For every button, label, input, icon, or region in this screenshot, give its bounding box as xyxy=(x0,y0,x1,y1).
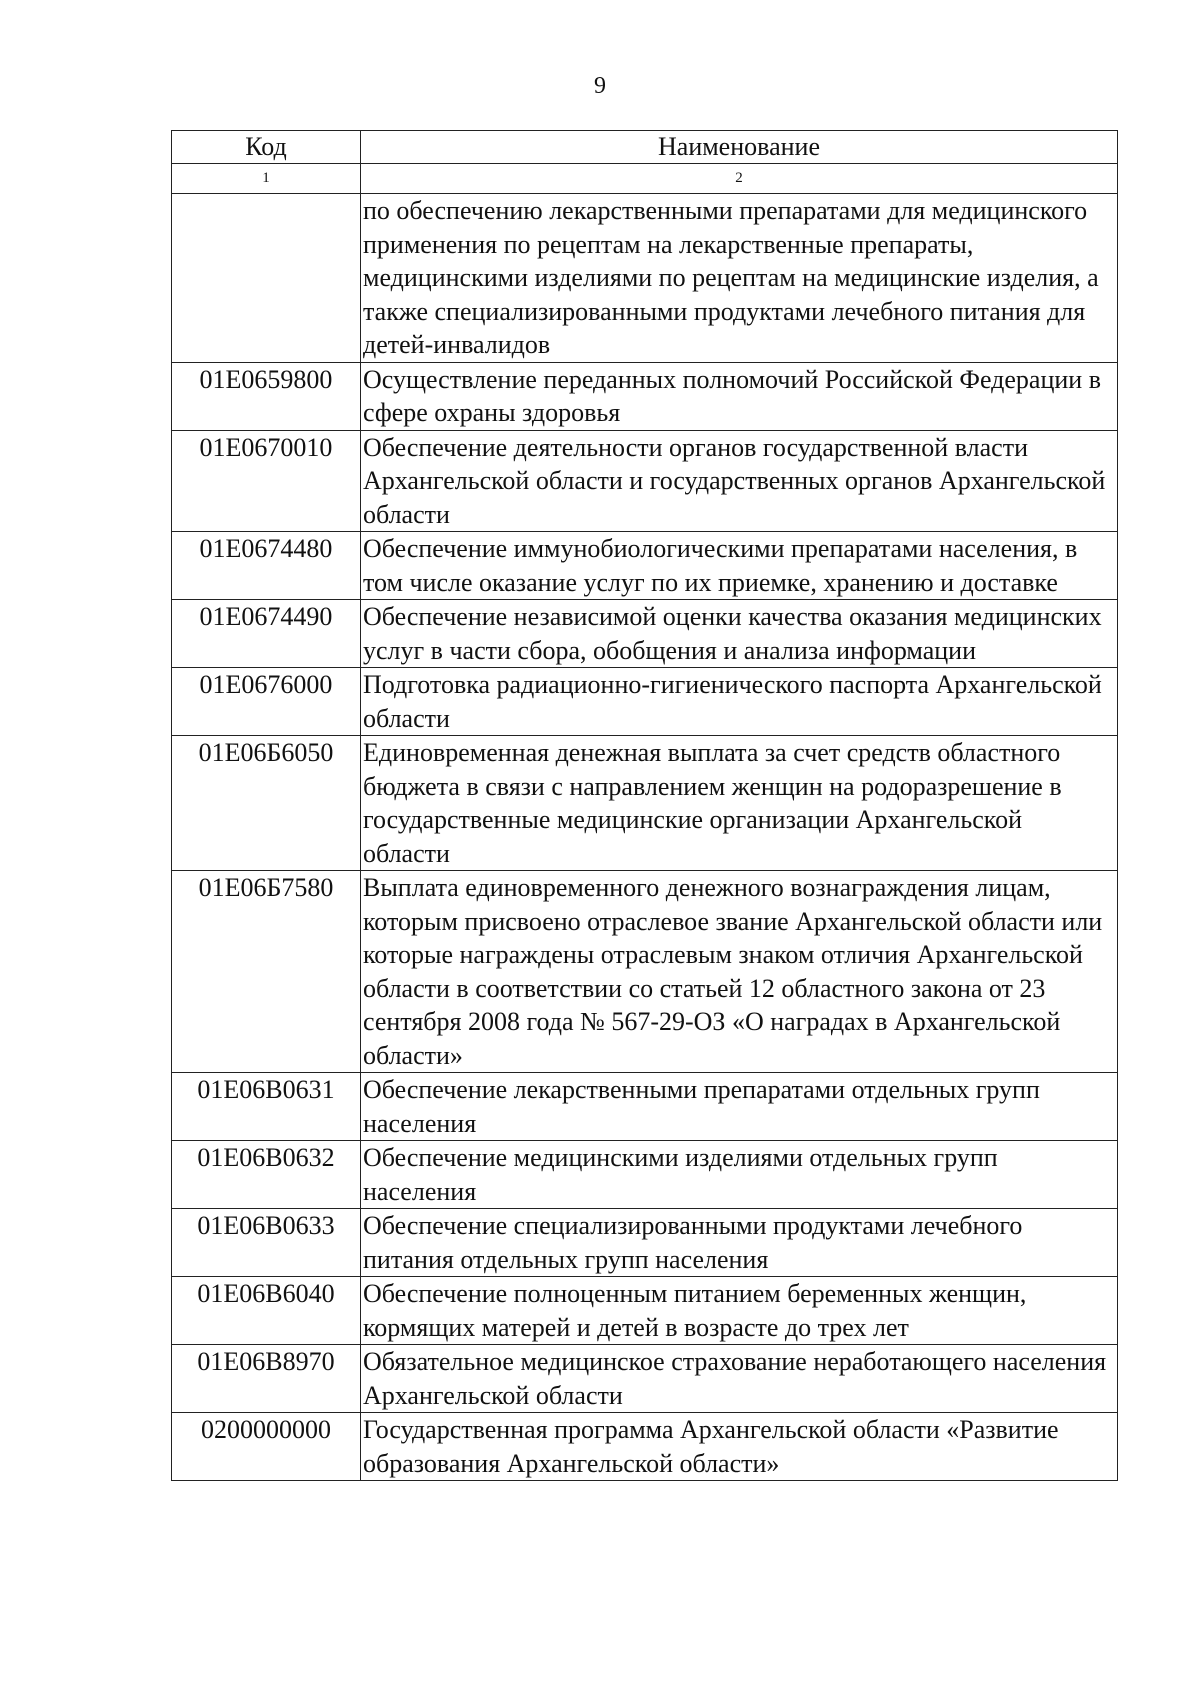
table-row xyxy=(172,871,1118,1073)
page-number: 9 xyxy=(594,73,606,99)
header-code: Код xyxy=(172,131,361,164)
column-number-1: 1 xyxy=(172,164,361,194)
row-name: Обеспечение лекарственными препаратами отдельных групп населения xyxy=(361,1073,1118,1141)
row-name: Обеспечение иммунобиологическими препаратами населения, в том числе оказание услуг по их приемке, хранению и доставке xyxy=(361,532,1118,600)
table-row xyxy=(172,600,1118,668)
row-name: Единовременная денежная выплата за счет средств областного бюджета в связи с направлением женщин на родоразрешение в государственные медицинские организации Архангельской области xyxy=(361,736,1118,871)
row-name: Осуществление переданных полномочий Российской Федерации в сфере охраны здоровья xyxy=(361,362,1118,430)
row-name: по обеспечению лекарственными препаратами для медицинского применения по рецептам на лекарственные препараты, медицинскими изделиями по рецептам на медицинские изделия, а также специализированными продуктами лечебного питания для детей-инвалидов xyxy=(361,194,1118,363)
row-code: 0200000000 xyxy=(172,1413,361,1481)
row-code: 01Е06Б6050 xyxy=(172,736,361,871)
row-code xyxy=(172,194,361,363)
row-code: 01Е06В0633 xyxy=(172,1209,361,1277)
column-number-2: 2 xyxy=(361,164,1118,194)
row-name: Обеспечение деятельности органов государственной власти Архангельской области и государственных органов Архангельской области xyxy=(361,430,1118,532)
table-row xyxy=(172,1277,1118,1345)
table-row xyxy=(172,194,1118,363)
row-name: Выплата единовременного денежного вознаграждения лицам, которым присвоено отраслевое звание Архангельской области или которые награждены отраслевым знаком отличия Архангельской области в соответствии со статьей 12 областного закона от 23 сентября 2008 года № 567-29-ОЗ «О наградах в Архангельской области» xyxy=(361,871,1118,1073)
row-name: Обеспечение медицинскими изделиями отдельных групп населения xyxy=(361,1141,1118,1209)
row-name: Обеспечение независимой оценки качества оказания медицинских услуг в части сбора, обобщения и анализа информации xyxy=(361,600,1118,668)
row-code: 01Е0674490 xyxy=(172,600,361,668)
row-code: 01Е06В0631 xyxy=(172,1073,361,1141)
row-name: Государственная программа Архангельской области «Развитие образования Архангельской области» xyxy=(361,1413,1118,1481)
row-code: 01Е0670010 xyxy=(172,430,361,532)
row-name: Обеспечение специализированными продуктами лечебного питания отдельных групп населения xyxy=(361,1209,1118,1277)
table-row xyxy=(172,1345,1118,1413)
table-row xyxy=(172,736,1118,871)
row-code: 01Е06В8970 xyxy=(172,1345,361,1413)
row-name: Обязательное медицинское страхование неработающего населения Архангельской области xyxy=(361,1345,1118,1413)
table-row xyxy=(172,430,1118,532)
table-row xyxy=(172,668,1118,736)
budget-code-table xyxy=(171,130,1118,1481)
header-row xyxy=(172,131,1118,164)
column-number-row xyxy=(172,164,1118,194)
row-name: Обеспечение полноценным питанием беременных женщин, кормящих матерей и детей в возрасте до трех лет xyxy=(361,1277,1118,1345)
row-code: 01Е0674480 xyxy=(172,532,361,600)
row-code: 01Е06В0632 xyxy=(172,1141,361,1209)
row-code: 01Е0676000 xyxy=(172,668,361,736)
row-code: 01Е0659800 xyxy=(172,362,361,430)
row-code: 01Е06В6040 xyxy=(172,1277,361,1345)
header-name: Наименование xyxy=(361,131,1118,164)
row-code: 01Е06Б7580 xyxy=(172,871,361,1073)
table-row xyxy=(172,1073,1118,1141)
table-row xyxy=(172,362,1118,430)
table-row xyxy=(172,1413,1118,1481)
table-row xyxy=(172,532,1118,600)
row-name: Подготовка радиационно-гигиенического паспорта Архангельской области xyxy=(361,668,1118,736)
table-row xyxy=(172,1141,1118,1209)
table-row xyxy=(172,1209,1118,1277)
